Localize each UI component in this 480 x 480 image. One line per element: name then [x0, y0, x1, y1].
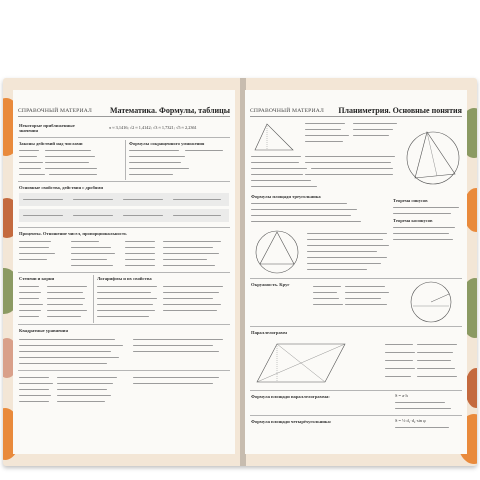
formula-line — [307, 233, 387, 234]
formula-line — [71, 247, 111, 248]
section-triangle-area: Формулы площади треугольника — [251, 194, 321, 199]
formula-line — [385, 360, 413, 361]
formula-line — [305, 135, 349, 136]
formula-line — [125, 253, 155, 254]
page-title: Планиметрия. Основные понятия — [338, 106, 462, 115]
formula-line — [47, 286, 87, 287]
formula-line — [125, 259, 155, 260]
formula-line — [345, 304, 387, 305]
section-cosine-theorem: Теорема косинусов — [393, 218, 433, 223]
section-sine-theorem: Теорема синусов — [393, 198, 428, 203]
circumscribed-triangle-figure — [405, 120, 461, 196]
formula-line — [385, 368, 415, 369]
formula-line — [417, 344, 457, 345]
formula-line — [19, 150, 39, 151]
formula-line — [163, 304, 221, 305]
formula-line — [125, 265, 155, 266]
formula-line — [251, 174, 303, 175]
formula-line — [305, 129, 341, 130]
formula-line — [19, 168, 41, 169]
formula-line — [163, 253, 219, 254]
formula-line — [97, 316, 149, 317]
formula-line — [47, 304, 83, 305]
formula-line — [345, 292, 389, 293]
formula-line — [313, 292, 337, 293]
formula-line — [417, 352, 453, 353]
formula-line — [19, 174, 45, 175]
section-fractions: Основные свойства, действия с дробями — [19, 185, 104, 190]
formula-line — [57, 383, 113, 384]
right-page-header — [250, 103, 462, 117]
formula-line — [129, 168, 189, 169]
section-logs: Логарифмы и их свойства — [97, 276, 152, 281]
formula-line — [19, 292, 41, 293]
formula-line — [305, 123, 345, 124]
formula-line — [173, 199, 221, 200]
section-abridged: Формулы сокращенного умножения — [129, 141, 205, 146]
formula-line — [19, 401, 49, 402]
formula-line — [345, 298, 381, 299]
formula-line — [393, 233, 449, 234]
formula-line — [393, 207, 459, 208]
formula-line — [97, 304, 153, 305]
formula-line — [163, 265, 215, 266]
page-title: Математика. Формулы, таблицы — [109, 106, 230, 115]
formula-line — [251, 186, 317, 187]
formula-line — [393, 239, 453, 240]
divider — [250, 326, 462, 327]
formula-line — [173, 215, 221, 216]
formula-line — [251, 162, 299, 163]
formula-line — [97, 310, 155, 311]
divider — [250, 278, 462, 279]
formula-line — [307, 251, 377, 252]
formula-line — [163, 292, 219, 293]
formula-line — [19, 357, 119, 358]
formula-line — [305, 174, 393, 175]
formula-line — [123, 199, 163, 200]
formula-line — [19, 286, 39, 287]
formula-line — [125, 247, 155, 248]
formula-line — [19, 298, 39, 299]
divider — [18, 370, 230, 371]
formula-line — [385, 344, 413, 345]
divider — [250, 415, 462, 416]
section-label: СПРАВОЧНЫЙ МАТЕРИАЛ — [250, 108, 324, 114]
divider — [93, 275, 94, 323]
parallelogram-area-formula: S = a·h — [395, 393, 408, 398]
divider — [18, 324, 230, 325]
formula-line — [19, 253, 55, 254]
formula-line — [395, 402, 445, 403]
formula-line — [313, 304, 343, 305]
formula-line — [417, 376, 457, 377]
divider — [18, 227, 230, 228]
inscribed-circle-figure — [253, 228, 301, 276]
formula-line — [19, 363, 107, 364]
section-quadratic: Квадратные уравнения — [19, 328, 68, 333]
formula-line — [307, 257, 387, 258]
formula-line — [185, 150, 223, 151]
formula-line — [163, 247, 213, 248]
formula-line — [45, 162, 89, 163]
formula-line — [163, 298, 213, 299]
formula-line — [251, 180, 311, 181]
formula-line — [353, 129, 393, 130]
section-approx-values: Некоторые приближенные значения — [19, 123, 75, 133]
divider — [18, 181, 230, 182]
formula-line — [19, 247, 49, 248]
formula-line — [133, 339, 223, 340]
formula-line — [71, 241, 99, 242]
formula-line — [133, 377, 219, 378]
right-page — [245, 90, 467, 454]
formula-line — [45, 150, 91, 151]
formula-line — [19, 345, 123, 346]
formula-line — [395, 427, 449, 428]
formula-line — [19, 389, 49, 390]
formula-line — [97, 286, 157, 287]
formula-line — [251, 215, 351, 216]
formula-line — [311, 168, 393, 169]
formula-line — [57, 377, 117, 378]
formula-line — [23, 215, 63, 216]
formula-line — [393, 213, 451, 214]
section-percent: Проценты. Отношение чисел, пропорциональность — [19, 231, 127, 236]
formula-line — [47, 316, 81, 317]
section-parallelogram-area: Формула площади параллелограмма: — [251, 394, 330, 399]
formula-line — [129, 174, 173, 175]
formula-line — [251, 168, 307, 169]
formula-line — [313, 286, 341, 287]
formula-line — [19, 316, 39, 317]
formula-line — [395, 408, 451, 409]
divider — [125, 140, 126, 180]
divider — [250, 390, 462, 391]
formula-line — [97, 298, 157, 299]
formula-line — [57, 389, 107, 390]
formula-line — [133, 383, 213, 384]
section-circle: Окружность. Круг — [251, 282, 290, 287]
approx-formula: π ≈ 3,1416; √2 ≈ 1,4142; √3 ≈ 1,7321; √5 ≈ 2,2361 — [109, 125, 197, 130]
formula-line — [97, 292, 151, 293]
triangle-figure — [253, 120, 297, 154]
divider — [18, 272, 230, 273]
formula-line — [163, 241, 221, 242]
formula-line — [71, 253, 115, 254]
formula-line — [393, 227, 455, 228]
formula-line — [49, 174, 97, 175]
formula-line — [45, 168, 97, 169]
formula-line — [305, 162, 391, 163]
formula-line — [57, 395, 111, 396]
parallelogram-figure — [253, 340, 349, 386]
circle-figure — [409, 280, 453, 324]
formula-line — [417, 360, 451, 361]
formula-line — [385, 352, 415, 353]
formula-line — [353, 123, 397, 124]
formula-line — [23, 199, 63, 200]
formula-line — [19, 339, 115, 340]
formula-line — [47, 292, 83, 293]
formula-line — [251, 221, 361, 222]
formula-line — [19, 156, 37, 157]
formula-line — [251, 209, 357, 210]
formula-line — [19, 241, 51, 242]
formula-line — [129, 156, 185, 157]
formula-line — [305, 156, 395, 157]
formula-line — [163, 259, 207, 260]
formula-line — [129, 150, 179, 151]
quad-area-formula: S = ½ d₁·d₂·sin φ — [395, 418, 426, 423]
formula-line — [133, 345, 213, 346]
formula-line — [19, 377, 49, 378]
section-laws: Законы действий над числами — [19, 141, 83, 146]
left-page — [13, 90, 235, 454]
formula-line — [307, 239, 383, 240]
formula-line — [307, 269, 367, 270]
formula-line — [133, 351, 219, 352]
formula-line — [19, 310, 41, 311]
formula-line — [345, 286, 385, 287]
formula-line — [353, 135, 389, 136]
section-powers: Степени и корни — [19, 276, 55, 281]
formula-line — [123, 215, 163, 216]
formula-line — [71, 259, 107, 260]
formula-line — [129, 162, 181, 163]
formula-line — [251, 156, 301, 157]
section-label: СПРАВОЧНЫЙ МАТЕРИАЛ — [18, 108, 92, 114]
formula-line — [47, 298, 85, 299]
formula-line — [19, 395, 51, 396]
formula-line — [251, 203, 347, 204]
formula-line — [307, 263, 381, 264]
formula-line — [307, 245, 389, 246]
formula-line — [163, 310, 217, 311]
section-parallelogram: Параллелограмм — [251, 330, 288, 335]
formula-line — [19, 162, 43, 163]
formula-line — [57, 401, 105, 402]
formula-line — [73, 199, 113, 200]
divider — [18, 137, 230, 138]
left-page-header — [18, 103, 230, 117]
formula-line — [71, 265, 113, 266]
formula-line — [163, 286, 223, 287]
formula-line — [19, 259, 47, 260]
formula-line — [19, 304, 43, 305]
formula-line — [125, 241, 155, 242]
formula-line — [73, 215, 113, 216]
formula-line — [45, 156, 95, 157]
formula-line — [313, 298, 339, 299]
formula-line — [385, 376, 411, 377]
formula-line — [19, 351, 111, 352]
formula-line — [47, 310, 87, 311]
formula-line — [19, 383, 53, 384]
formula-line — [417, 368, 455, 369]
section-quad-area: Формула площади четырёхугольника: — [251, 419, 332, 424]
formula-line — [305, 141, 343, 142]
